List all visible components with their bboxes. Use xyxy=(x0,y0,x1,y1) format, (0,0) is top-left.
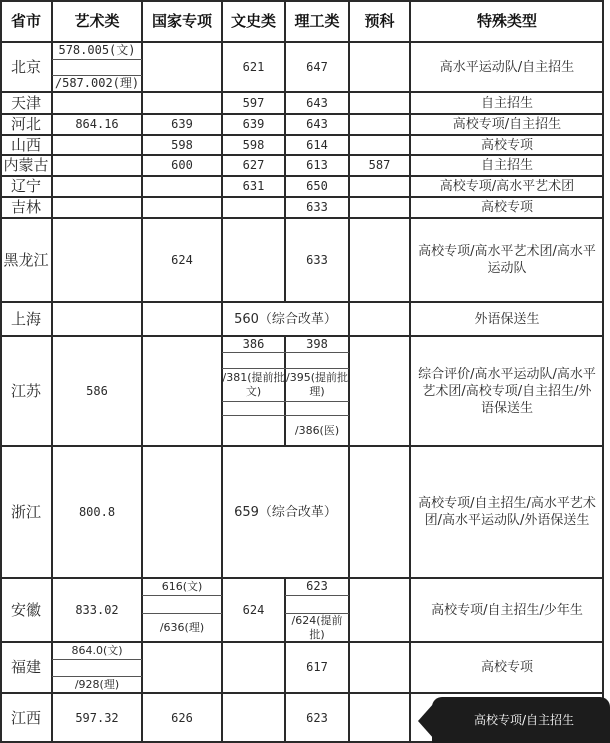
grid-line xyxy=(0,641,604,643)
grid-line xyxy=(52,659,142,660)
art-score: 586 xyxy=(86,383,108,398)
national-score-top: 616(文) xyxy=(161,579,203,593)
special-type: 高校专项/自主招生/高水平艺术团/高水平运动队/外语保送生 xyxy=(418,496,596,528)
grid-line xyxy=(222,368,349,369)
grid-line xyxy=(221,0,223,743)
province-cell: 浙江 xyxy=(10,502,41,521)
header-national: 国家专项 xyxy=(151,11,212,30)
grid-line xyxy=(0,301,604,303)
grid-line xyxy=(348,0,350,743)
liberal-score: 598 xyxy=(242,137,265,152)
liberal-score: 631 xyxy=(242,179,265,193)
grid-line xyxy=(0,692,604,694)
header-liberal: 文史类 xyxy=(230,11,276,30)
art-score: 864.16 xyxy=(75,117,119,131)
province-cell: 江苏 xyxy=(10,381,41,400)
special-type: 高校专项 xyxy=(480,200,533,215)
science-score-top: 398 xyxy=(306,337,328,351)
liberal-score-top: 386 xyxy=(242,337,265,351)
grid-line xyxy=(0,154,604,156)
grid-line xyxy=(141,0,143,743)
science-score: 643 xyxy=(306,95,328,110)
province-cell: 辽宁 xyxy=(10,177,41,195)
province-cell: 天津 xyxy=(10,93,41,112)
liberal-score: 639 xyxy=(242,117,265,131)
province-cell: 吉林 xyxy=(10,198,41,216)
special-type: 高校专项/自主招生/少年生 xyxy=(431,602,583,618)
special-type: 高校专项/高水平艺术团 xyxy=(439,179,575,194)
art-score: 833.02 xyxy=(75,602,119,617)
science-score: 633 xyxy=(306,200,328,214)
liberal-score: 624 xyxy=(242,602,265,617)
liberal-score-early: /381(提前批文) xyxy=(222,371,285,398)
national-score: 624 xyxy=(171,252,193,267)
national-score-bottom: /636(理) xyxy=(159,621,205,634)
science-score: 623 xyxy=(306,710,328,725)
grid-line xyxy=(284,578,286,743)
grid-line xyxy=(602,0,604,743)
special-type: 高校专项/高水平艺术团/高水平运动队 xyxy=(418,244,596,276)
header-special: 特殊类型 xyxy=(476,11,537,30)
national-score: 600 xyxy=(171,158,193,172)
science-score-early: /395(提前批理) xyxy=(286,371,348,398)
grid-line xyxy=(0,217,604,219)
science-score-medical: /386(医) xyxy=(294,424,340,437)
merged-score: 659（综合改革） xyxy=(234,504,337,520)
science-score: 647 xyxy=(306,59,328,74)
science-score-early: /624(提前批) xyxy=(291,614,343,641)
liberal-score: 597 xyxy=(242,95,265,110)
special-type: 高校专项/自主招生 xyxy=(452,117,562,132)
prep-score: 587 xyxy=(368,158,391,172)
special-type: 自主招生 xyxy=(480,95,533,111)
grid-line xyxy=(0,577,604,579)
grid-line xyxy=(52,59,142,60)
science-score: 633 xyxy=(306,252,328,267)
grid-line xyxy=(0,175,604,177)
grid-line xyxy=(52,75,142,76)
liberal-score: 627 xyxy=(242,158,265,172)
science-score: 613 xyxy=(306,158,328,172)
province-cell: 黑龙江 xyxy=(3,250,49,269)
special-type: 外语保送生 xyxy=(474,311,540,327)
grid-line xyxy=(0,134,604,136)
special-type: 高校专项 xyxy=(480,660,533,675)
art-score: 800.8 xyxy=(78,504,116,519)
special-type-tooltip: 高校专项/自主招生 xyxy=(432,697,610,743)
special-type: 高校专项 xyxy=(480,137,533,153)
grid-line xyxy=(222,401,349,402)
province-cell: 江西 xyxy=(10,708,41,727)
merged-score: 560（综合改革） xyxy=(234,311,337,327)
header-prep: 预科 xyxy=(364,11,395,30)
grid-line xyxy=(0,196,604,198)
province-cell: 安徽 xyxy=(10,600,41,619)
grid-line xyxy=(142,613,222,614)
national-score: 598 xyxy=(171,137,193,152)
grid-line xyxy=(222,352,349,353)
grid-line xyxy=(285,613,349,614)
province-cell: 福建 xyxy=(10,658,41,676)
special-type: 自主招生 xyxy=(480,158,533,173)
grid-line xyxy=(0,335,604,337)
province-cell: 北京 xyxy=(10,57,41,76)
special-type: 高水平运动队/自主招生 xyxy=(439,59,575,75)
grid-line xyxy=(0,445,604,447)
province-cell: 山西 xyxy=(10,135,41,154)
province-cell: 内蒙古 xyxy=(3,156,49,174)
science-score: 614 xyxy=(306,137,328,152)
liberal-score: 621 xyxy=(242,59,265,74)
grid-line xyxy=(142,595,222,596)
special-type: 综合评价/高水平运动队/高水平艺术团/高校专项/自主招生/外语保送生 xyxy=(418,366,596,416)
art-score-top: 864.0(文) xyxy=(71,643,123,657)
art-score: 597.32 xyxy=(75,710,119,725)
grid-line xyxy=(0,113,604,115)
science-score: 617 xyxy=(306,660,328,674)
grid-line xyxy=(0,0,604,2)
science-score: 643 xyxy=(306,117,328,131)
grid-line xyxy=(52,676,142,677)
header-province: 省市 xyxy=(10,11,41,30)
national-score: 626 xyxy=(171,710,193,725)
science-score-top: 623 xyxy=(306,579,328,593)
grid-line xyxy=(51,0,53,743)
art-score-top: 578.005(文) xyxy=(58,43,136,57)
header-art: 艺术类 xyxy=(74,11,120,30)
grid-line xyxy=(0,0,2,743)
art-score-bottom: /928(理) xyxy=(74,677,120,691)
header-science: 理工类 xyxy=(294,11,340,30)
province-cell: 河北 xyxy=(10,115,41,133)
science-score: 650 xyxy=(306,179,328,193)
province-cell: 上海 xyxy=(10,309,41,328)
grid-line xyxy=(0,91,604,93)
grid-line xyxy=(284,0,286,302)
grid-line xyxy=(409,0,411,743)
national-score: 639 xyxy=(171,117,193,131)
grid-line xyxy=(0,41,604,43)
art-score-bottom: /587.002(理) xyxy=(54,76,140,90)
grid-line xyxy=(222,415,349,416)
grid-line xyxy=(285,595,349,596)
